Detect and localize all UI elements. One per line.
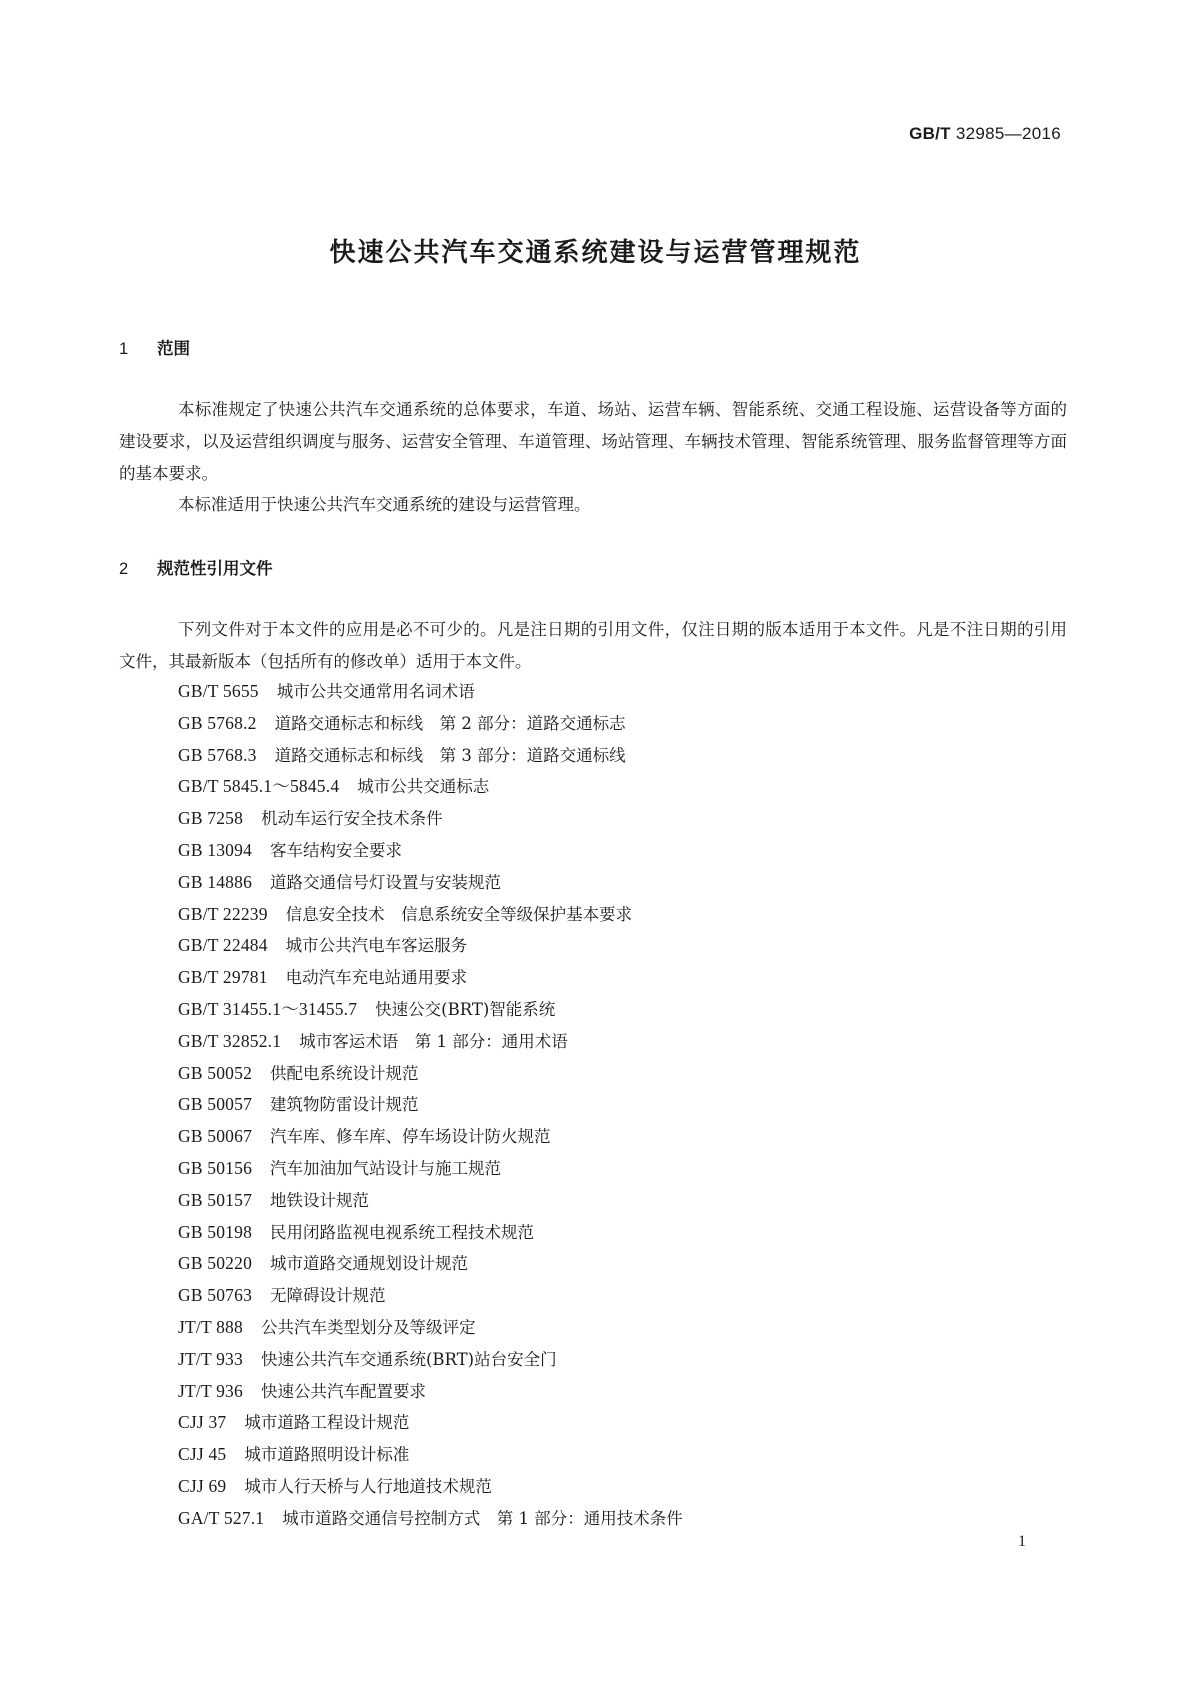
reference-code: GB 13094 (178, 839, 253, 860)
reference-code: GB/T 22239 (178, 903, 268, 924)
reference-item (178, 994, 683, 1026)
reference-title: 信息安全技术 信息系统安全等级保护基本要求 (285, 904, 633, 924)
reference-code: GB 7258 (178, 808, 244, 829)
standard-prefix: GB/T (909, 124, 951, 143)
reference-item (178, 1312, 683, 1344)
reference-item (178, 676, 683, 708)
reference-title: 城市道路交通规划设计规范 (270, 1254, 469, 1274)
reference-title: 电动汽车充电站通用要求 (285, 968, 468, 988)
reference-title: 城市客运术语 第 1 部分：通用术语 (299, 1031, 568, 1051)
reference-title: 客车结构安全要求 (270, 840, 403, 860)
reference-title: 建筑物防雷设计规范 (270, 1095, 419, 1115)
reference-title: 城市公共交通标志 (357, 777, 490, 797)
reference-code: GB/T 5845.1～5845.4 (178, 776, 340, 797)
reference-item (178, 1089, 683, 1121)
reference-title: 城市人行天桥与人行地道技术规范 (244, 1476, 492, 1496)
reference-title: 城市公共汽电车客运服务 (285, 936, 468, 956)
reference-code: GA/T 527.1 (178, 1507, 265, 1528)
reference-code: JT/T 888 (178, 1316, 243, 1337)
reference-code: CJJ 37 (178, 1412, 227, 1433)
reference-code: GB/T 22484 (178, 935, 268, 956)
reference-title: 汽车库、修车库、停车场设计防火规范 (270, 1127, 551, 1147)
reference-code: GB/T 5655 (178, 681, 259, 701)
reference-title: 机动车运行安全技术条件 (261, 809, 443, 829)
reference-item (178, 803, 683, 835)
reference-title: 城市道路照明设计标准 (244, 1445, 410, 1465)
reference-title: 公共汽车类型划分及等级评定 (260, 1317, 476, 1337)
reference-code: GB/T 29781 (178, 967, 268, 988)
reference-item (178, 962, 683, 994)
reference-item (178, 1153, 683, 1185)
reference-item (178, 1439, 683, 1471)
reference-title: 快速公交(BRT)智能系统 (375, 999, 556, 1019)
reference-code: GB 14886 (178, 871, 253, 892)
reference-item (178, 740, 683, 772)
document-title: 快速公共汽车交通系统建设与运营管理规范 (329, 238, 862, 268)
reference-title: 汽车加油加气站设计与施工规范 (270, 1158, 502, 1178)
reference-title: 道路交通信号灯设置与安装规范 (270, 872, 502, 892)
reference-item (178, 930, 683, 962)
section-title: 规范性引用文件 (157, 559, 273, 578)
reference-title: 无障碍设计规范 (270, 1286, 386, 1306)
reference-code: GB 5768.3 (178, 744, 257, 765)
reference-item (178, 1121, 683, 1153)
reference-code: GB 50156 (178, 1157, 253, 1178)
reference-item (178, 1217, 683, 1249)
reference-item (178, 899, 683, 931)
normative-reference-list (178, 676, 683, 1535)
reference-code: GB/T 31455.1～31455.7 (178, 998, 358, 1019)
reference-item (178, 1503, 683, 1535)
section-number: 2 (119, 560, 129, 578)
reference-code: GB 50052 (178, 1062, 253, 1083)
reference-code: CJJ 45 (178, 1444, 227, 1465)
reference-title: 快速公共汽车配置要求 (260, 1381, 426, 1401)
page-number: 1 (1018, 1533, 1026, 1550)
scope-paragraph-2: 本标准适用于快速公共汽车交通系统的建设与运营管理。 (178, 495, 591, 514)
reference-code: GB 50067 (178, 1126, 253, 1147)
reference-title: 城市道路工程设计规范 (244, 1413, 410, 1433)
reference-item (178, 1058, 683, 1090)
reference-code: GB/T 32852.1 (178, 1030, 282, 1051)
section-title: 范围 (157, 339, 190, 358)
scope-paragraph-1: 本标准规定了快速公共汽车交通系统的总体要求，车道、场站、运营车辆、智能系统、交通工程设施、运营设备等方面的建设要求，以及运营组织调度与服务、运营安全管理、车道管理、场站管理、车辆技术管理、智能系统管理、服务监督管理等方面的基本要求。 (119, 400, 1067, 483)
reference-title: 城市公共交通常用名词术语 (276, 682, 475, 701)
reference-code: GB 50057 (178, 1094, 253, 1115)
reference-code: CJJ 69 (178, 1475, 227, 1496)
reference-title: 城市道路交通信号控制方式 第 1 部分：通用技术条件 (282, 1508, 683, 1528)
reference-title: 地铁设计规范 (270, 1190, 370, 1210)
reference-title: 民用闭路监视电视系统工程技术规范 (270, 1222, 535, 1242)
references-intro-paragraph: 下列文件对于本文件的应用是必不可少的。凡是注日期的引用文件，仅注日期的版本适用于本文件。凡是不注日期的引用文件，其最新版本（包括所有的修改单）适用于本文件。 (119, 620, 1067, 671)
reference-code: JT/T 936 (178, 1380, 243, 1401)
section-number: 1 (119, 340, 129, 358)
reference-code: GB 50220 (178, 1253, 253, 1274)
reference-code: GB 50198 (178, 1221, 253, 1242)
standard-number: 32985—2016 (955, 124, 1061, 143)
section-heading-scope (119, 335, 190, 359)
reference-code: JT/T 933 (178, 1348, 243, 1369)
reference-item (178, 1344, 683, 1376)
standard-code-header (909, 124, 1061, 144)
reference-title: 供配电系统设计规范 (270, 1063, 419, 1083)
reference-item (178, 1026, 683, 1058)
reference-item (178, 1407, 683, 1439)
reference-item (178, 867, 683, 899)
reference-item (178, 1280, 683, 1312)
reference-code: GB 50157 (178, 1189, 253, 1210)
reference-code: GB 50763 (178, 1285, 253, 1306)
reference-item (178, 1376, 683, 1408)
reference-item (178, 1185, 683, 1217)
reference-item (178, 1471, 683, 1503)
reference-title: 快速公共汽车交通系统(BRT)站台安全门 (260, 1349, 557, 1369)
reference-title: 道路交通标志和标线 第 2 部分：道路交通标志 (274, 713, 626, 733)
reference-item (178, 771, 683, 803)
reference-title: 道路交通标志和标线 第 3 部分：道路交通标线 (274, 745, 626, 765)
reference-item (178, 835, 683, 867)
reference-item (178, 1248, 683, 1280)
reference-code: GB 5768.2 (178, 712, 257, 733)
section-heading-normative-references (119, 555, 273, 579)
reference-item (178, 708, 683, 740)
